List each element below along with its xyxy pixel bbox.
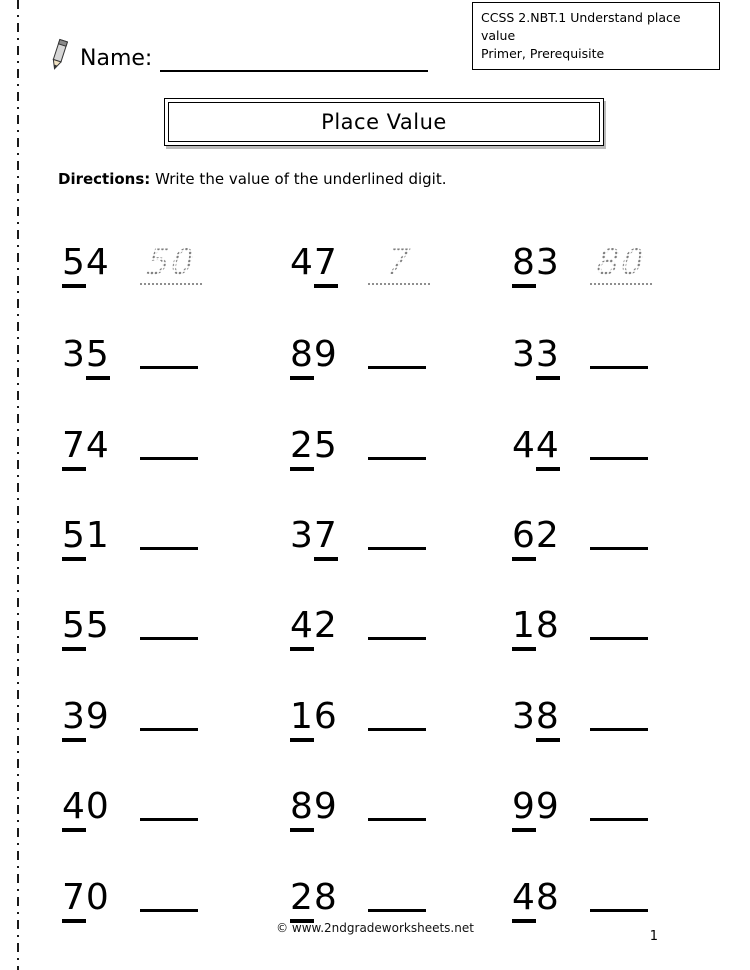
problem-number (512, 877, 560, 918)
digit-plain: 3 (62, 334, 86, 376)
underlined-digit: 8 (512, 242, 536, 288)
ccss-line1: CCSS 2.NBT.1 Understand place value (481, 10, 681, 44)
title-box (164, 98, 604, 146)
problem-item (512, 870, 718, 918)
name-label: Name: (80, 46, 153, 71)
underlined-digit: 4 (62, 786, 86, 832)
answer-blank[interactable] (590, 689, 648, 731)
digit-plain: 9 (313, 334, 338, 376)
digit-plain: 1 (85, 515, 110, 557)
problem-item (290, 598, 512, 646)
digit-plain: 9 (85, 695, 110, 737)
answer-blank[interactable] (140, 779, 198, 821)
problem-item (290, 418, 512, 466)
traced-answer: 7 (384, 243, 414, 283)
underlined-digit: 4 (290, 605, 314, 651)
underlined-digit: 5 (62, 515, 86, 561)
problem-number (512, 696, 560, 737)
problem-number (62, 877, 110, 918)
problem-number (290, 696, 338, 737)
digit-plain: 8 (535, 605, 560, 647)
answer-blank[interactable] (140, 243, 202, 285)
answer-blank[interactable] (368, 598, 426, 640)
digit-plain: 2 (535, 515, 560, 557)
answer-blank[interactable] (140, 689, 198, 731)
name-input-line[interactable] (160, 48, 428, 72)
problem-item (512, 689, 718, 737)
problem-item (290, 242, 512, 285)
problem-number (290, 877, 338, 918)
underlined-digit: 3 (62, 696, 86, 742)
digit-plain: 0 (85, 786, 110, 828)
answer-blank[interactable] (590, 508, 648, 550)
answer-blank[interactable] (140, 327, 198, 369)
underlined-digit: 7 (314, 242, 338, 288)
answer-blank[interactable] (368, 870, 426, 912)
page-title: Place Value (168, 102, 600, 142)
underlined-digit: 8 (536, 696, 560, 742)
problem-item (290, 870, 512, 918)
underlined-digit: 1 (512, 605, 536, 651)
answer-blank[interactable] (140, 870, 198, 912)
problem-number (290, 786, 338, 827)
digit-plain: 3 (290, 515, 314, 557)
problem-item (62, 779, 290, 827)
problem-number (512, 515, 560, 556)
problem-number (512, 334, 560, 375)
page-number: 1 (649, 929, 658, 944)
problem-item (512, 508, 718, 556)
problem-number (512, 425, 560, 466)
footer-copyright: © www.2ndgradeworksheets.net (276, 921, 474, 935)
problem-number (512, 242, 560, 283)
answer-blank[interactable] (140, 418, 198, 460)
answer-blank[interactable] (590, 779, 648, 821)
problem-number (62, 242, 110, 283)
underlined-digit: 3 (536, 334, 560, 380)
answer-blank[interactable] (368, 418, 426, 460)
answer-blank[interactable] (368, 689, 426, 731)
problem-number (512, 605, 560, 646)
digit-plain: 8 (535, 876, 560, 918)
answer-blank[interactable] (140, 598, 198, 640)
problem-item (512, 242, 718, 285)
answer-blank[interactable] (368, 779, 426, 821)
problem-number (62, 696, 110, 737)
digit-plain: 5 (313, 424, 338, 466)
problem-number (62, 515, 110, 556)
problem-item (512, 327, 718, 375)
digit-plain: 5 (85, 605, 110, 647)
problems-grid (62, 242, 718, 918)
traced-answer: 80 (594, 243, 648, 283)
answer-blank[interactable] (590, 418, 648, 460)
answer-blank[interactable] (590, 327, 648, 369)
underlined-digit: 2 (290, 877, 314, 923)
digit-plain: 4 (85, 424, 110, 466)
name-row (46, 10, 722, 72)
problem-item (62, 870, 290, 918)
digit-plain: 4 (85, 242, 110, 283)
problem-item (62, 327, 290, 375)
problem-number (62, 425, 110, 466)
digit-plain: 4 (512, 424, 536, 466)
answer-blank[interactable] (368, 508, 426, 550)
answer-blank[interactable] (590, 598, 648, 640)
problem-item (290, 327, 512, 375)
directions-text: Write the value of the underlined digit. (155, 170, 447, 188)
problem-item (62, 418, 290, 466)
problem-item (512, 779, 718, 827)
answer-blank[interactable] (590, 243, 652, 285)
digit-plain: 3 (535, 242, 560, 283)
underlined-digit: 8 (290, 786, 314, 832)
problem-item (290, 689, 512, 737)
underlined-digit: 8 (290, 334, 314, 380)
underlined-digit: 9 (512, 786, 536, 832)
digit-plain: 0 (85, 876, 110, 918)
problem-number (62, 334, 110, 375)
problem-number (290, 425, 338, 466)
problem-number (62, 786, 110, 827)
problem-item (512, 598, 718, 646)
problem-number (290, 334, 338, 375)
problem-item (290, 779, 512, 827)
pencil-icon (46, 38, 72, 72)
digit-plain: 6 (313, 695, 338, 737)
underlined-digit: 6 (512, 515, 536, 561)
underlined-digit: 5 (62, 605, 86, 651)
answer-blank[interactable] (368, 243, 430, 285)
underlined-digit: 4 (536, 425, 560, 471)
digit-plain: 9 (313, 786, 338, 828)
problem-number (290, 605, 338, 646)
digit-plain: 8 (313, 876, 338, 918)
answer-blank[interactable] (140, 508, 198, 550)
ccss-standard-box (472, 2, 720, 70)
ccss-line2: Primer, Prerequisite (481, 46, 605, 62)
answer-blank[interactable] (590, 870, 648, 912)
underlined-digit: 7 (62, 877, 86, 923)
underlined-digit: 1 (290, 696, 314, 742)
digit-plain: 4 (290, 242, 314, 283)
underlined-digit: 4 (512, 877, 536, 923)
underlined-digit: 5 (86, 334, 110, 380)
directions (58, 170, 722, 188)
problem-item (62, 508, 290, 556)
underlined-digit: 5 (62, 242, 86, 288)
problem-number (290, 242, 338, 283)
problem-number (512, 786, 560, 827)
problem-item (512, 418, 718, 466)
traced-answer: 50 (144, 243, 198, 283)
answer-blank[interactable] (368, 327, 426, 369)
digit-plain: 9 (535, 786, 560, 828)
problem-number (290, 515, 338, 556)
digit-plain: 3 (512, 695, 536, 737)
problem-item (290, 508, 512, 556)
directions-label: Directions: (58, 170, 151, 188)
problem-number (62, 605, 110, 646)
digit-plain: 3 (512, 334, 536, 376)
underlined-digit: 2 (290, 425, 314, 471)
problem-item (62, 598, 290, 646)
digit-plain: 2 (313, 605, 338, 647)
problem-item (62, 689, 290, 737)
problem-item (62, 242, 290, 285)
underlined-digit: 7 (314, 515, 338, 561)
underlined-digit: 7 (62, 425, 86, 471)
